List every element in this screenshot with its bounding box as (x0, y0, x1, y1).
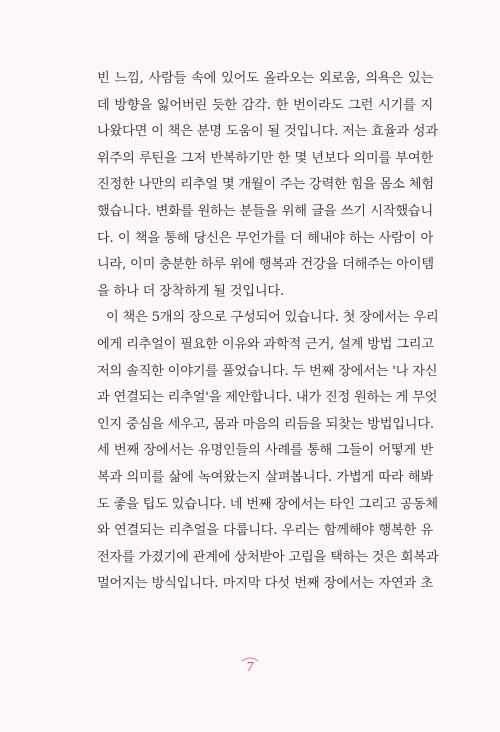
text-line: 저의 솔직한 이야기를 풀었습니다. 두 번째 장에서는 '나 자신 (97, 363, 438, 379)
text-line: 을 하나 더 장착하게 될 것입니다. (97, 283, 284, 299)
text-line: 했습니다. 변화를 원하는 분들을 위해 글을 쓰기 시작했습니 (97, 203, 433, 219)
text-line: 다. 이 책을 통해 당신은 무언가를 더 해내야 하는 사람이 아 (97, 230, 433, 246)
text-line: 이 책은 5개의 장으로 구성되어 있습니다. 첫 장에서는 우리 (106, 310, 439, 326)
page-number: 7 (246, 660, 254, 674)
page-footer (235, 656, 265, 674)
text-line: 위주의 루틴을 그저 반복하기만 한 몇 년보다 의미를 부여한 (97, 150, 433, 166)
text-line: 전자를 가졌기에 관계에 상처받아 고립을 택하는 것은 회복과 (97, 549, 439, 565)
text-line: 데 방향을 잃어버린 듯한 감각. 한 번이라도 그런 시기를 지 (97, 97, 433, 113)
text-line: 진정한 나만의 리추얼 몇 개월이 주는 강력한 힘을 몸소 체험 (97, 177, 434, 193)
text-line: 나왔다면 이 책은 분명 도움이 될 것입니다. 저는 효율과 성과 (97, 124, 438, 140)
text-line: 세 번째 장에서는 유명인들의 사례를 통해 그들이 어떻게 반 (97, 443, 433, 459)
text-line: 에게 리추얼이 필요한 이유와 과학적 근거, 설계 방법 그리고 (97, 336, 434, 352)
text-line: 도 좋을 팁도 있습니다. 네 번째 장에서는 타인 그리고 공동체 (97, 496, 438, 512)
text-line: 빈 느낌, 사람들 속에 있어도 올라오는 외로움, 의욕은 있는 (97, 71, 433, 86)
text-line: 인지 중심을 세우고, 몸과 마음의 리듬을 되찾는 방법입니다. (97, 416, 434, 432)
text-line: 복과 의미를 삶에 녹여왔는지 살펴봅니다. 가볍게 따라 해봐 (97, 469, 433, 485)
text-line: 과 연결되는 리추얼'을 제안합니다. 내가 진정 원하는 게 무엇 (97, 390, 438, 406)
text-line: 니라, 이미 충분한 하루 위에 행복과 건강을 더해주는 아이템 (97, 257, 434, 273)
body-text (97, 66, 439, 598)
text-line: 멀어지는 방식입니다. 마지막 다섯 번째 장에서는 자연과 초 (97, 576, 433, 592)
text-line: 와 연결되는 리추얼을 다룹니다. 우리는 함께해야 행복한 유 (97, 523, 433, 539)
